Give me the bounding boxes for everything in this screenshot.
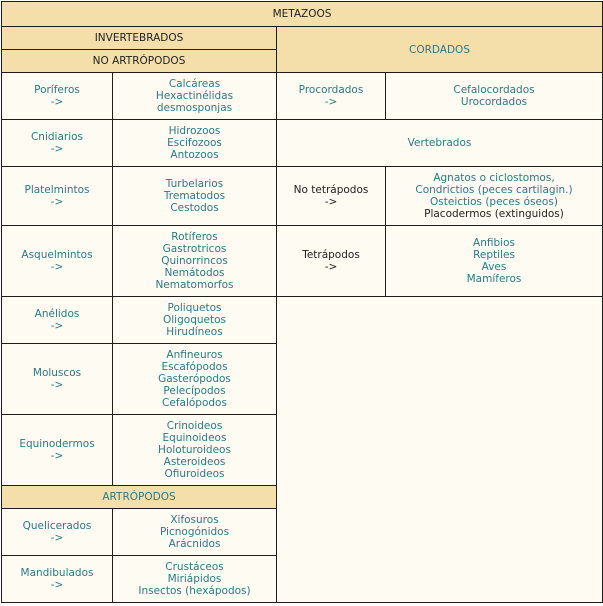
member: Agnatos o ciclostomos,	[433, 172, 555, 184]
group-name: Procordados	[298, 84, 364, 96]
member: Quinorrincos	[161, 255, 228, 267]
member: Escafópodos	[161, 361, 228, 373]
cordados-header: CORDADOS	[277, 27, 603, 73]
arrow: ->	[324, 96, 338, 108]
group-procordados	[277, 73, 386, 120]
group-moluscos	[2, 344, 113, 415]
member: Placodermos (extinguidos)	[424, 208, 564, 220]
group-equinodermos	[2, 415, 113, 486]
member: Cefalópodos	[162, 397, 227, 409]
group-name: Moluscos	[32, 367, 82, 379]
member: Hirudíneos	[166, 326, 223, 338]
arrow: ->	[50, 261, 64, 273]
members-cnidarios	[113, 120, 277, 167]
member: Osteictios (peces óseos)	[430, 196, 558, 208]
member: Gasterópodos	[158, 373, 231, 385]
member: Asteroideos	[163, 456, 226, 468]
artropodos-header: ARTRÓPODOS	[2, 486, 277, 509]
group-tetrapodos	[277, 226, 386, 297]
members-anelidos	[113, 297, 277, 344]
no-artropodos-header: NO ARTRÓPODOS	[2, 50, 277, 73]
arrow: ->	[324, 261, 338, 273]
member: Hexactinélidas	[155, 90, 234, 102]
group-platelmintos	[2, 167, 113, 226]
member: Calcáreas	[168, 78, 221, 90]
member: Hidrozoos	[168, 125, 221, 137]
member: Holoturoideos	[158, 444, 231, 456]
member: Aves	[481, 261, 507, 273]
member: Miriápidos	[167, 573, 222, 585]
member: Reptiles	[473, 249, 515, 261]
metazoos-header: METAZOOS	[2, 2, 603, 27]
group-name: No tetrápodos	[293, 184, 369, 196]
member: Cestodos	[170, 202, 219, 214]
group-name: Quelicerados	[22, 520, 92, 532]
member: Oligoquetos	[163, 314, 226, 326]
member: Nemátodos	[164, 267, 225, 279]
member: Crinoideos	[166, 420, 223, 432]
member: Arácnidos	[168, 538, 221, 550]
member: Antozoos	[170, 149, 219, 161]
group-anelidos	[2, 297, 113, 344]
group-name: Tetrápodos	[302, 249, 360, 261]
member: Poliquetos	[167, 302, 222, 314]
members-no-tetrapodos	[386, 167, 603, 226]
member: Gastrotricos	[162, 243, 227, 255]
member: Urocordados	[460, 96, 528, 108]
members-equinodermos	[113, 415, 277, 486]
member: Equinoideos	[162, 432, 227, 444]
group-quelicerados	[2, 509, 113, 556]
group-name: Mandibulados	[20, 567, 94, 579]
arrow: ->	[50, 196, 64, 208]
arrow: ->	[50, 450, 64, 462]
member: Rotíferos	[171, 231, 218, 243]
arrow: ->	[50, 579, 64, 591]
members-poriferos	[113, 73, 277, 120]
members-procordados	[386, 73, 603, 120]
classification-table	[1, 1, 603, 603]
arrow: ->	[50, 143, 64, 155]
member: Escifozoos	[167, 137, 222, 149]
member: Crustáceos	[165, 561, 224, 573]
group-mandibulados	[2, 556, 113, 603]
members-mandibulados	[113, 556, 277, 603]
group-name: Anélidos	[34, 308, 80, 320]
member: Turbelarios	[165, 178, 224, 190]
group-name: Poríferos	[34, 84, 80, 96]
invertebrados-header: INVERTEBRADOS	[2, 27, 277, 50]
group-name: Equinodermos	[19, 438, 95, 450]
group-name: Cnidiarios	[30, 131, 84, 143]
arrow: ->	[50, 532, 64, 544]
arrow: ->	[50, 96, 64, 108]
members-asquelmintos	[113, 226, 277, 297]
member: Anfineuros	[166, 349, 223, 361]
group-asquelmintos	[2, 226, 113, 297]
arrow: ->	[50, 379, 64, 391]
group-name: Platelmintos	[24, 184, 90, 196]
members-quelicerados	[113, 509, 277, 556]
group-no-tetrapodos	[277, 167, 386, 226]
group-poriferos	[2, 73, 113, 120]
member: Cefalocordados	[453, 84, 535, 96]
members-platelmintos	[113, 167, 277, 226]
member: Mamíferos	[466, 273, 522, 285]
member: Pelecípodos	[163, 385, 226, 397]
group-cnidarios	[2, 120, 113, 167]
member: Anfibios	[473, 237, 515, 249]
empty-area	[277, 297, 603, 603]
vertebrados-header: Vertebrados	[277, 120, 603, 167]
members-moluscos	[113, 344, 277, 415]
group-name: Asquelmintos	[21, 249, 93, 261]
member: Nematomorfos	[155, 279, 234, 291]
members-tetrapodos	[386, 226, 603, 297]
arrow: ->	[324, 196, 338, 208]
arrow: ->	[50, 320, 64, 332]
member: Ofiuroideos	[164, 468, 225, 480]
member: Condrictios (peces cartilagin.)	[415, 184, 573, 196]
member: Trematodos	[163, 190, 226, 202]
member: Insectos (hexápodos)	[138, 585, 251, 597]
member: Picnogónidos	[159, 526, 230, 538]
member: desmosponjas	[156, 102, 233, 114]
member: Xifosuros	[170, 514, 219, 526]
